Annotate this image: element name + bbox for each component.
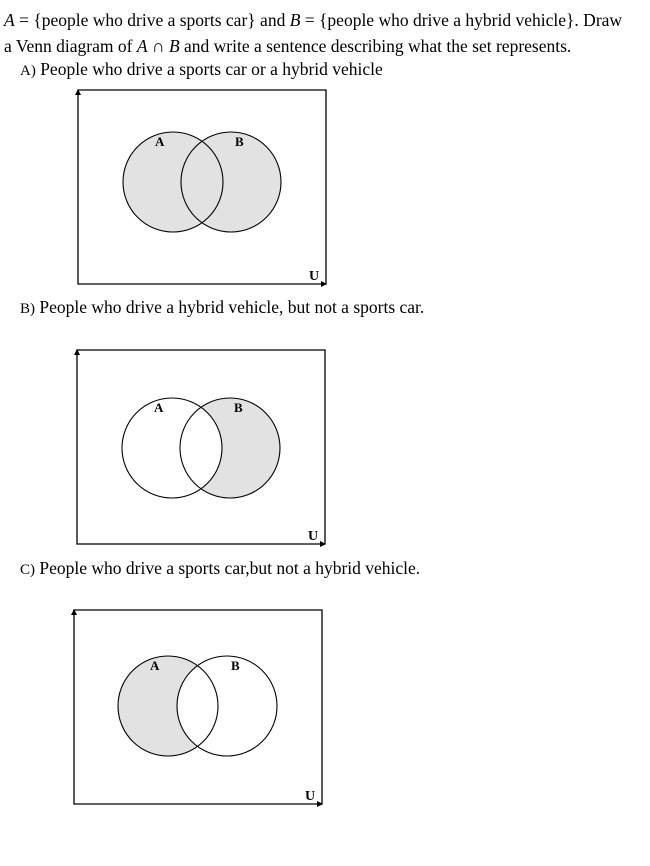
question-text-post: and write a sentence describing what the set represents. — [179, 36, 572, 56]
set-a-definition: = {people who drive a sports car} and — [14, 10, 290, 30]
option-a-label[interactable] — [20, 58, 383, 82]
venn-content — [74, 349, 326, 547]
option-letter: B) — [20, 301, 35, 317]
label-universe: U — [305, 789, 316, 804]
set-a-variable: A — [4, 10, 15, 30]
venn-diagram-b — [0, 340, 650, 555]
label-set-a: A — [155, 134, 165, 149]
venn-diagram-c — [0, 600, 650, 815]
label-set-a: A — [150, 658, 160, 673]
intersection-symbol: ∩ — [147, 36, 169, 56]
label-universe: U — [308, 529, 319, 544]
question-text-pre: a Venn diagram of — [4, 36, 137, 56]
label-set-b: B — [231, 658, 240, 673]
question-line-1 — [4, 9, 648, 31]
set-b-definition: = {people who drive a hybrid vehicle}. Draw — [300, 10, 623, 30]
set-a-variable: A — [136, 36, 148, 56]
option-c-label[interactable] — [20, 557, 420, 581]
label-set-b: B — [235, 134, 244, 149]
label-universe: U — [309, 269, 320, 284]
option-b-label[interactable] — [20, 296, 424, 320]
option-letter: A) — [20, 63, 36, 79]
option-letter: C) — [20, 562, 35, 578]
set-b-variable: B — [289, 10, 301, 30]
option-text: People who drive a sports car,but not a hybrid vehicle. — [35, 558, 421, 578]
option-text: People who drive a hybrid vehicle, but not a sports car. — [35, 297, 425, 317]
venn-diagram-a — [0, 80, 650, 295]
set-b-variable: B — [168, 36, 180, 56]
option-text: People who drive a sports car or a hybrid vehicle — [35, 59, 383, 79]
venn-content — [71, 609, 323, 807]
label-set-b: B — [234, 400, 243, 415]
venn-content — [75, 89, 327, 287]
label-set-a: A — [154, 400, 164, 415]
question-line-2 — [4, 35, 648, 57]
